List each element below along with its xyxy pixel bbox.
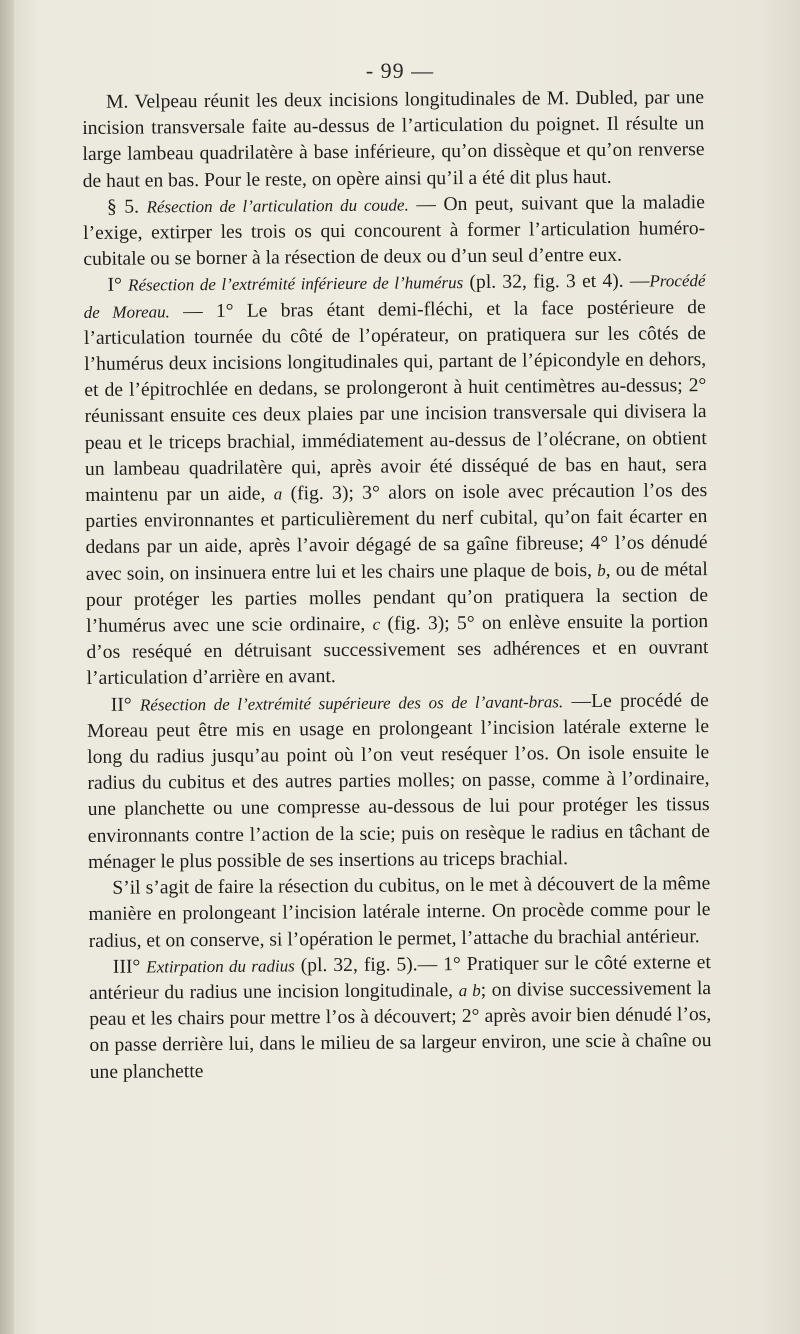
text-run: (pl. 32, fig. 3 et 4). — bbox=[463, 270, 650, 294]
text-run: I° bbox=[107, 275, 129, 297]
text-run: (fig. 3); 5° on enlève ensuite la portion d’os reséqué en détruisant successivement ses adhérences et en ouvrant l’articulation d’arrière en avant. bbox=[86, 611, 709, 690]
text-run: — 1° Le bras étant demi-fléchi, et la face postérieure de l’articulation tournée du côté de l’opérateur, on pratiquera sur les côtés de l’humérus deux incisions longitudinales qui, partant de l’épicondyle en dehors, et de l’épitrochlée en dedans, se prolongeront à huit centimètres au-dessus; 2° réunissant ensuite ces deux plaies par une incision transversale qui divisera la peau et le triceps brachial, immédiatement au-dessus de l’olécrane, on obtient un lambeau quadrilatère qui, après avoir été disséqué de bas en haut, sera maintenu par un aide, bbox=[83, 296, 708, 507]
paragraph-p3 bbox=[83, 269, 708, 693]
italic-text: b bbox=[597, 560, 606, 580]
italic-text: a bbox=[273, 484, 283, 504]
paragraph-p6 bbox=[89, 950, 712, 1086]
text-run: M. Velpeau réunit les deux incisions longitudinales de M. Dubled, par une incision transversale faite au-dessus de l’articulation du poignet. Il résulte un large lambeau quadrilatère à base inférieure, qu’on dissèque et qu’on renverse de haut en bas. Pour le reste, on opère ainsi qu’il a été dit plus haut. bbox=[82, 87, 705, 192]
italic-text: c bbox=[372, 614, 381, 634]
italic-text: Résection de l’extrémité supérieure des os de l’avant-bras. bbox=[139, 691, 564, 715]
text-run: —Le procédé de Moreau peut être mis en usage en prolongeant l’incision latérale externe le long du radius jusqu’au point où l’on veut reséquer l’os. On isole ensuite le radius du cubitus et des autres parties molles; on passe, comme à l’ordinaire, une planchette ou une compresse au-dessous de lui pour protéger les tissus environnants contre l’action de la scie; puis on resèque le radius en tâchant de ménager le plus possible de ses insertions au triceps brachial. bbox=[86, 689, 710, 873]
text-run: (fig. 3); 3° alors on isole avec précaution l’os des parties environnantes et particulièrement du nerf cubital, qu’on fait écarter en dedans par un aide, après l’avoir dégagé de sa gaîne fibreuse; 4° l’os dénudé avec soin, on insinuera entre lui et les chairs une plaque de bois, bbox=[85, 480, 708, 585]
italic-text: Résection de l’extrémité inférieure de l’humérus bbox=[128, 273, 464, 296]
paragraph-p4 bbox=[87, 688, 710, 876]
text-run: , ou de métal pour protéger les parties molles pendant qu’on pratiquera la section de l’humérus avec une scie ordinaire, bbox=[85, 558, 709, 638]
text-run: III° bbox=[112, 956, 147, 978]
text-run: (pl. 32, fig. 5).— 1° Pratiquer sur le côté externe et antérieur du radius une incision longitudinale, bbox=[89, 951, 711, 1004]
italic-text: Extirpation du radius bbox=[146, 956, 295, 977]
paragraph-p2 bbox=[83, 190, 706, 273]
text-run: ; on divise successivement la peau et les chairs pour mettre l’os à découvert; 2° après avoir bien dénudé l’os, on passe derrière lui, dans le milieu de sa largeur environ, une scie à chaîne ou une planchette bbox=[89, 977, 712, 1083]
italic-text: Résection de l’articulation du coude. bbox=[146, 195, 409, 217]
italic-text: a b bbox=[458, 980, 481, 1000]
text-run: — On peut, suivant que la maladie l’exige, extirper les trois os qui concourent à former l’articulation huméro-cubitale ou se borner à la résection de deux ou d’un seul d’entre eux. bbox=[83, 191, 706, 271]
paragraph-p1 bbox=[82, 85, 705, 195]
text-run: S’il s’agit de faire la résection du cubitus, on le met à découvert de la même manière en prolongeant l’incision latérale interne. On procède comme pour le radius, et on conserve, si l’opération le permet, l’attache du brachial antérieur. bbox=[88, 873, 711, 952]
page-number: - 99 — bbox=[365, 58, 435, 83]
page-gutter-shadow bbox=[0, 0, 14, 1334]
italic-text: Procédé de Moreau. bbox=[83, 271, 706, 322]
body-text bbox=[82, 85, 712, 1086]
text-run: § 5. bbox=[106, 196, 147, 218]
paragraph-p5 bbox=[88, 871, 711, 954]
text-run: II° bbox=[110, 694, 141, 716]
